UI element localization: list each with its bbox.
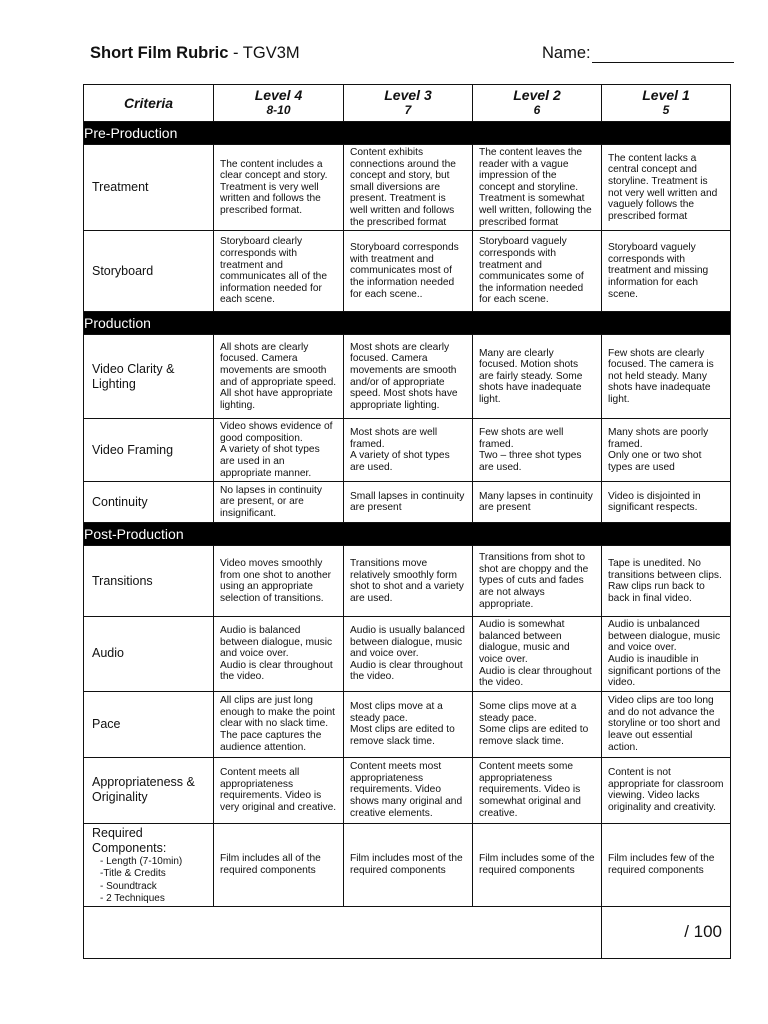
level-3-cell: Content meets most appropriateness requirements. Video shows many original and creative elements. [344,757,473,823]
level-2-cell: Many lapses in continuity are present [473,482,602,523]
level-4-cell: All shots are clearly focused. Camera movements are smooth and of appropriate speed. All shot have appropriate lighting. [214,335,344,419]
table-row [84,546,731,617]
level-3-cell: Most clips move at a steady pace. Most clips are edited to remove slack time. [344,691,473,757]
list-item: - Soundtrack [100,880,157,892]
level-4-cell: Film includes all of the required components [214,823,344,906]
level-1-cell: Video clips are too long and do not advance the storyline or too short and leave out essential action. [602,691,731,757]
criteria-cell: Storyboard [84,231,214,312]
level-1-cell: Tape is unedited. No transitions between clips. Raw clips run back to back in final video. [602,546,731,617]
level-1-cell: Content is not appropriate for classroom viewing. Video lacks originality and creativity. [602,757,731,823]
table-row [84,617,731,692]
level-3-cell: Content exhibits connections around the concept and story, but small diversions are present. Treatment is well written and follows the prescribed format [344,145,473,231]
level-4-cell: Audio is balanced between dialogue, music and voice over. Audio is clear throughout the video. [214,617,344,692]
level-2-cell: Transitions from shot to shot are choppy and the types of cuts and fades are not always appropriate. [473,546,602,617]
table-row [84,419,731,482]
level-4-header: Level 4 8-10 [214,85,344,122]
criteria-cell: Video Framing [84,419,214,482]
level-2-cell: Storyboard vaguely corresponds with treatment and communicates some of the information needed for each scene. [473,231,602,312]
level-4-cell: The content includes a clear concept and story. Treatment is very well written and follows the prescribed format. [214,145,344,231]
level-2-cell: Film includes some of the required components [473,823,602,906]
level-1-cell: Audio is unbalanced between dialogue, music and voice over. Audio is inaudible in significant portions of the video. [602,617,731,692]
header-row [84,85,731,122]
list-item: - 2 Techniques [100,893,165,905]
required-components-label: Required Components: [92,825,167,855]
level-4-cell: Storyboard clearly corresponds with treatment and communicates all of the information needed for each scene. [214,231,344,312]
table-row [84,691,731,757]
required-components-list [92,856,205,906]
table-row [84,335,731,419]
criteria-cell: Pace [84,691,214,757]
level-3-cell: Transitions move relatively smoothly form shot to shot and a variety are used. [344,546,473,617]
criteria-cell: Audio [84,617,214,692]
level-3-cell: Storyboard corresponds with treatment and communicates most of the information needed for each scene.. [344,231,473,312]
name-label: Name: [542,44,591,62]
level-2-cell: Few shots are well framed. Two – three shot types are used. [473,419,602,482]
page-header [90,44,730,72]
criteria-cell: Continuity [84,482,214,523]
rubric-table [83,84,731,959]
table-row [84,757,731,823]
list-item: -Title & Credits [100,868,166,880]
level-1-cell: Film includes few of the required components [602,823,731,906]
name-blank-line [592,46,734,63]
level-1-cell: Many shots are poorly framed. Only one or two shot types are used [602,419,731,482]
title-bold: Short Film Rubric [90,44,229,62]
criteria-header: Criteria [84,85,214,122]
level-1-cell: Few shots are clearly focused. The camera is not held steady. Many shots have inadequate light. [602,335,731,419]
table-row [84,482,731,523]
section-pre-production: Pre-Production [84,122,731,145]
level-3-cell: Film includes most of the required components [344,823,473,906]
level-2-header: Level 2 6 [473,85,602,122]
criteria-cell: Appropriateness & Originality [84,757,214,823]
level-3-cell: Most shots are clearly focused. Camera movements are smooth and/or of appropriate speed. Most shots have appropriate lighting. [344,335,473,419]
section-post-production: Post-Production [84,523,731,546]
level-1-cell: Video is disjointed in significant respects. [602,482,731,523]
criteria-cell [84,823,214,906]
level-2-cell: Content meets some appropriateness requirements. Video is somewhat original and creative. [473,757,602,823]
list-item: - Length (7-10min) [100,855,183,867]
table-row [84,823,731,906]
level-1-header: Level 1 5 [602,85,731,122]
name-field [542,44,734,63]
level-3-cell: Most shots are well framed. A variety of shot types are used. [344,419,473,482]
level-1-cell: The content lacks a central concept and storyline. Treatment is not very well written and vaguely follows the prescribed format [602,145,731,231]
table-row [84,231,731,312]
table-row [84,145,731,231]
level-3-cell: Audio is usually balanced between dialogue, music and voice over. Audio is clear throughout the video. [344,617,473,692]
level-2-cell: The content leaves the reader with a vague impression of the concept and storyline. Treatment is somewhat well written, following the prescribed format [473,145,602,231]
level-2-cell: Audio is somewhat balanced between dialogue, music and voice over. Audio is clear throughout the video. [473,617,602,692]
level-1-cell: Storyboard vaguely corresponds with treatment and missing information for each scene. [602,231,731,312]
level-4-cell: Video moves smoothly from one shot to another using an appropriate selection of transitions. [214,546,344,617]
level-4-cell: Content meets all appropriateness requirements. Video is very original and creative. [214,757,344,823]
level-4-cell: Video shows evidence of good composition. A variety of shot types are used in an appropriate manner. [214,419,344,482]
document-title [90,44,300,63]
level-4-cell: All clips are just long enough to make the point clear with no slack time. The pace captures the audience attention. [214,691,344,757]
level-2-cell: Many are clearly focused. Motion shots are fairly steady. Some shots have inadequate light. [473,335,602,419]
level-3-header: Level 3 7 [344,85,473,122]
level-2-cell: Some clips move at a steady pace. Some clips are edited to remove slack time. [473,691,602,757]
total-blank-cell [84,906,602,958]
level-3-cell: Small lapses in continuity are present [344,482,473,523]
total-row [84,906,731,958]
title-course-code: - TGV3M [228,44,300,62]
criteria-cell: Treatment [84,145,214,231]
total-score-cell: / 100 [602,906,731,958]
section-production: Production [84,312,731,335]
level-4-cell: No lapses in continuity are present, or are insignificant. [214,482,344,523]
criteria-cell: Transitions [84,546,214,617]
criteria-cell: Video Clarity & Lighting [84,335,214,419]
